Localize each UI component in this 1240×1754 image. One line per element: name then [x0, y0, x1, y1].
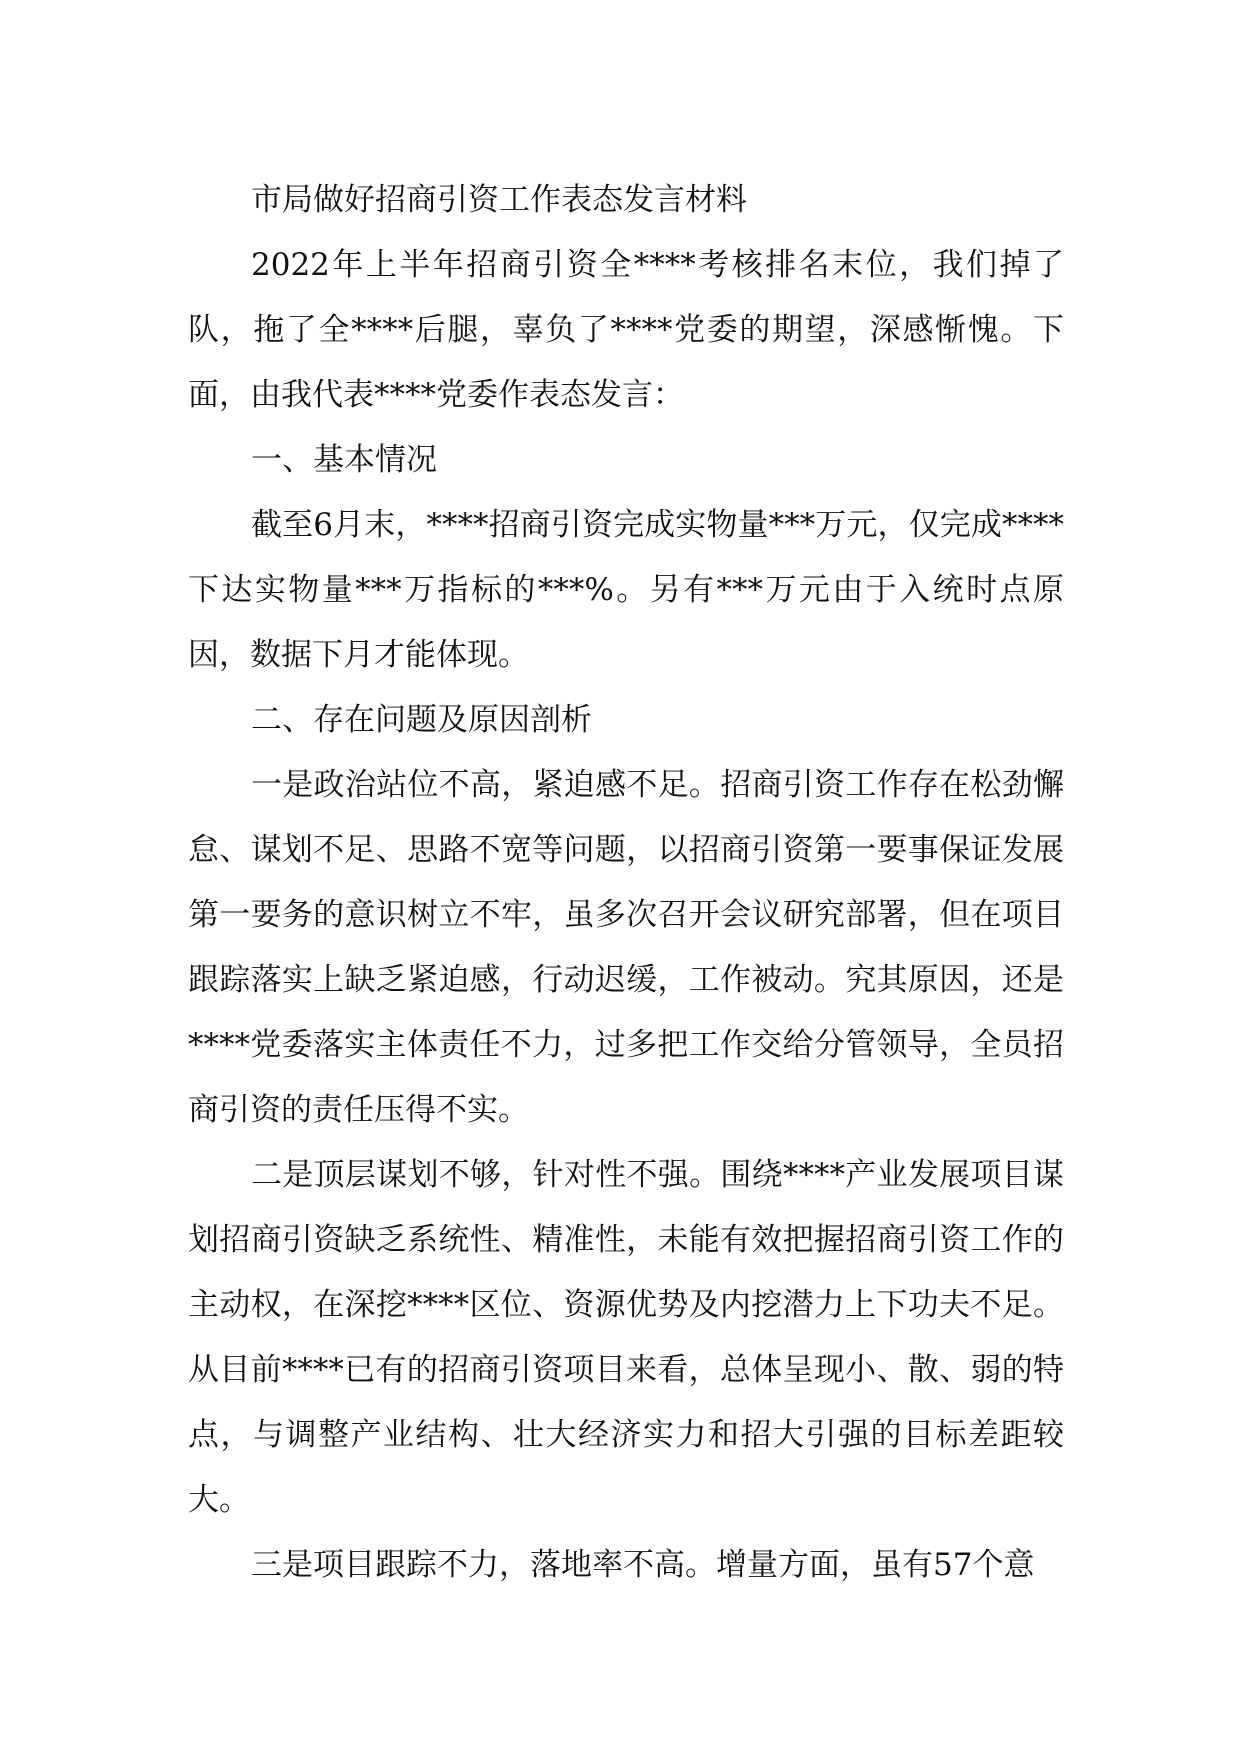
- paragraph-problem-2: 二是顶层谋划不够，针对性不强。围绕****产业发展项目谋划招商引资缺乏系统性、精准性，未能有效把握招商引资工作的主动权，在深挖****区位、资源优势及内挖潜力上下功夫不足。从目前****已有的招商引资项目来看，总体呈现小、散、弱的特点，与调整产业结构、壮大经济实力和招大引强的目标差距较大。: [188, 1157, 1064, 1518]
- paragraph-intro: 2022年上半年招商引资全****考核排名末位，我们掉了队，拖了全****后腿，辜负了****党委的期望，深感惭愧。下面，由我代表****党委作表态发言：: [188, 247, 1064, 413]
- document-title: 市局做好招商引资工作表态发言材料: [251, 182, 747, 218]
- paragraph-basic-situation: 截至6月末，****招商引资完成实物量***万元，仅完成****下达实物量***万指标的***%。另有***万元由于入统时点原因，数据下月才能体现。: [188, 507, 1064, 673]
- section-heading-basic-situation: 一、基本情况: [251, 442, 437, 478]
- document-page: [188, 168, 1064, 1598]
- paragraph-problem-3: 三是项目跟踪不力，落地率不高。增量方面，虽有57个意: [251, 1547, 1035, 1583]
- section-heading-problems: 二、存在问题及原因剖析: [251, 702, 592, 738]
- paragraph-problem-1: 一是政治站位不高，紧迫感不足。招商引资工作存在松劲懈怠、谋划不足、思路不宽等问题，以招商引资第一要事保证发展第一要务的意识树立不牢，虽多次召开会议研究部署，但在项目跟踪落实上缺乏紧迫感，行动迟缓，工作被动。究其原因，还是****党委落实主体责任不力，过多把工作交给分管领导，全员招商引资的责任压得不实。: [188, 767, 1064, 1128]
